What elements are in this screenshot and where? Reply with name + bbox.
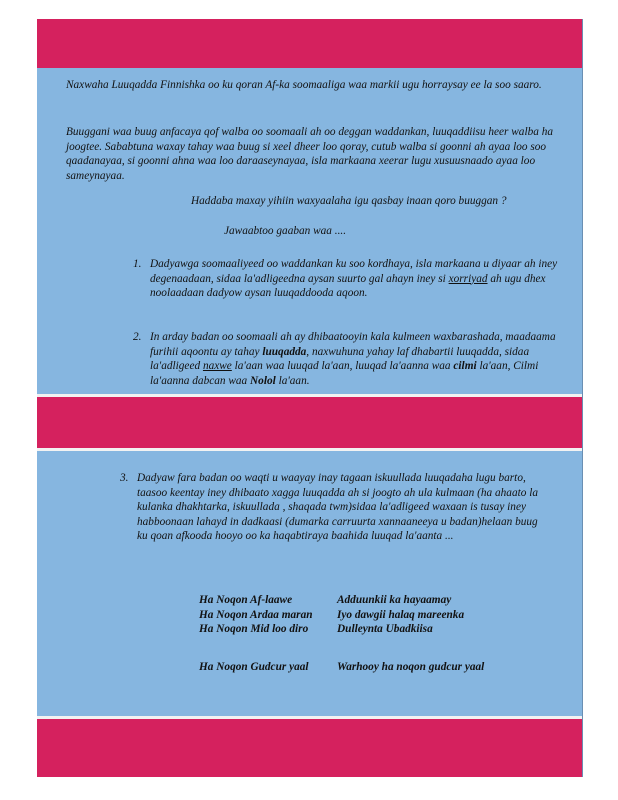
bold-word: cilmi — [453, 360, 477, 372]
poem-line-left: Ha Noqon Af-laawe — [199, 594, 293, 606]
bottom-magenta-band — [37, 719, 582, 777]
poem-stanza-2 — [199, 660, 539, 675]
list-item-number: 3. — [120, 472, 129, 484]
poem-line — [199, 608, 539, 623]
list-item-text: Dadyawga soomaaliyeed oo waddankan ku soo kordhaya, isla markaana u diyaar ah iney degenaadaan, sidaa la'adligeedna aysan suurto gal ahayn iney si — [150, 258, 558, 285]
list-item-text: In arday badan oo soomaali ah ay dhibaatooyin kala kulmeen waxbarashada, maadaama furihii aqoontu ay tahay — [150, 331, 556, 358]
poem-stanza-1 — [199, 593, 539, 637]
poem-line-left: Ha Noqon Mid loo diro — [199, 623, 309, 636]
underlined-word: xorriyad — [448, 272, 488, 285]
middle-magenta-band — [37, 397, 582, 448]
poem-line — [199, 622, 539, 637]
divider-line — [37, 448, 582, 451]
list-item-text: la'aan waa luuqad la'aan, luuqad la'aanna waa — [231, 360, 454, 372]
poem-line-right: Dulleynta Ubadkiisa — [337, 623, 433, 636]
answer-line: Jawaabtoo gaaban waa .... — [224, 225, 347, 237]
book-back-cover — [37, 19, 583, 777]
intro-paragraph-1: Naxwaha Luuqadda Finnishka oo ku qoran Af-ka soomaaliga waa markii ugu horraysay ee la soo saaro. — [66, 79, 542, 91]
list-item-number: 1. — [133, 258, 142, 270]
list-item-text: ah ugu dhex noolaadaan dadyow aysan luuqaddooda aqoon. — [150, 272, 546, 299]
poem-line-right: Iyo dawgii halaq mareenka — [337, 608, 465, 621]
list-item-text: Dadyaw fara badan oo waqti u waayay inay tagaan iskuullada luuqadaha lugu barto, taasoo keentay iney dhibaato xagga luuqadda ah si joogto ah ula kulmaan (ha ahaato la kulanka dhakhtarka, iskuullada , shaqada twm)sidaa la'adligeed waxaan is tusay iney habboonaan lahayd in dadkaasi (dumarka carruurta xannaaneeya u badan)helaan buug ku qoan afkooda hooyo oo ka haqabtiraya baahida luuqad la'aanta ... — [137, 472, 538, 542]
list-item-text: , naxwuhuna yahay laf dhabartii luuqadda, sidaa la'adligeed — [150, 345, 530, 372]
list-item — [133, 330, 570, 388]
list-item — [133, 257, 570, 301]
bold-word: Nolol — [250, 374, 276, 387]
poem-line-right: Warhooy ha noqon gudcur yaal — [337, 661, 485, 673]
poem-line — [199, 660, 539, 675]
underlined-word: naxwe — [202, 360, 232, 372]
poem-line-right: Adduunkii ka hayaamay — [337, 594, 452, 606]
poem-line — [199, 593, 539, 608]
list-item-text: la'aan, Cilmi la'aanna dabcan waa — [150, 360, 539, 387]
poem-line-left: Ha Noqon Gudcur yaal — [199, 661, 309, 673]
list-item-number: 2. — [133, 331, 142, 343]
list-item-text: la'aan. — [275, 374, 310, 387]
question-line: Haddaba maxay yihiin waxyaalaha igu qasbay inaan qoro buuggan ? — [191, 195, 507, 207]
poem-line-left: Ha Noqon Ardaa maran — [199, 608, 313, 621]
intro-paragraph-2: Buuggani waa buug anfacaya qof walba oo soomaali ah oo deggan waddankan, luuqaddiisu heer walba ha joogtee. Sababtuna waxay tahay waa buug si xeel dheer loo qoray, cutub walba si goonni ah ayaa loo soo qaadanayaa, si goonni ahna waa loo daraaseynayaa, isla markaana xeerar lugu xusuusnaado ayaa loo sameynayaa. — [66, 126, 554, 182]
list-item — [120, 471, 547, 544]
bold-word: luuqadda — [262, 345, 307, 358]
top-magenta-band — [37, 19, 582, 68]
